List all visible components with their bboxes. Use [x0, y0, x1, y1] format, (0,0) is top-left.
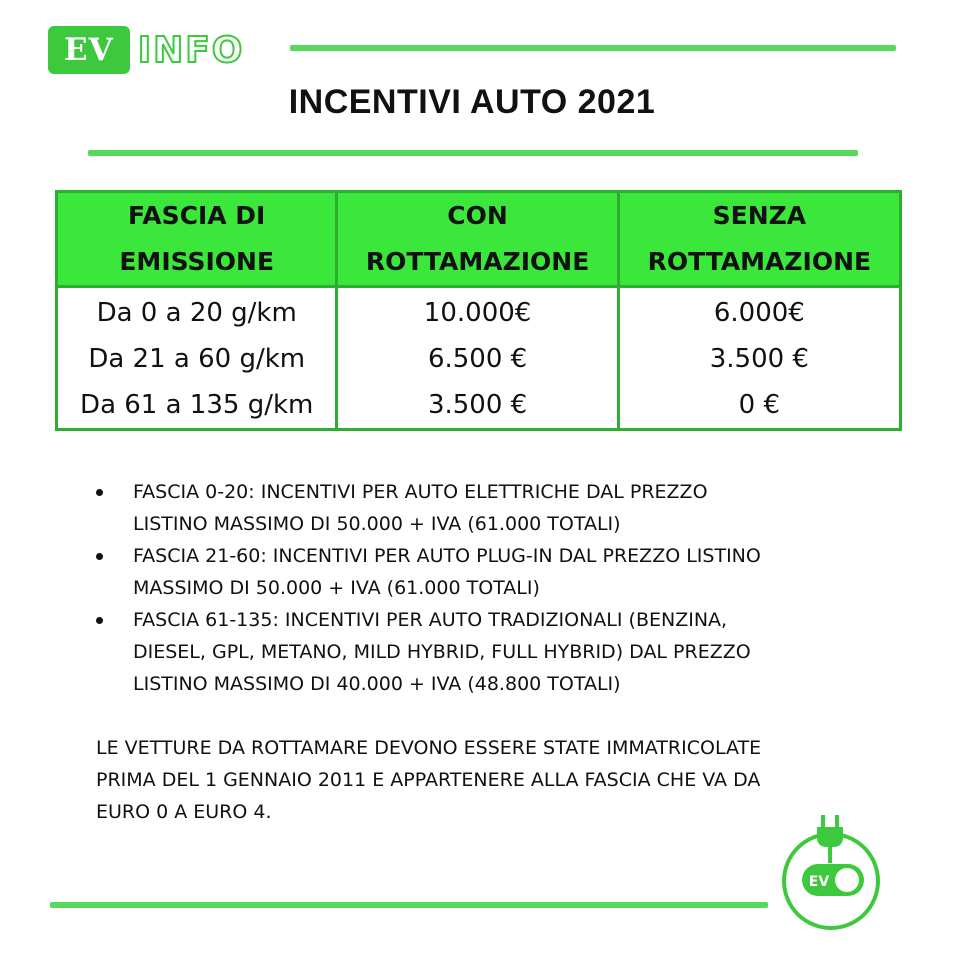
cell-without-scrapping: 0 € [618, 382, 900, 430]
header-line: EMISSIONE [119, 247, 275, 276]
cell-with-scrapping: 3.500 € [337, 382, 618, 430]
header-line: FASCIA DI [128, 201, 266, 230]
cell-emission-band: Da 21 a 60 g/km [57, 336, 337, 382]
incentives-table [55, 190, 902, 431]
toggle-label: EV [808, 874, 830, 890]
ev-info-logo [48, 25, 244, 75]
bottom-divider [50, 902, 768, 908]
toggle-knob [835, 868, 859, 892]
header-line: ROTTAMAZIONE [647, 247, 872, 276]
header-with-scrapping [337, 192, 618, 287]
table-header-row [57, 192, 901, 287]
header-line: ROTTAMAZIONE [365, 247, 590, 276]
table-row [57, 287, 901, 337]
bullet-line: MASSIMO DI 50.000 + IVA (61.000 TOTALI) [133, 577, 540, 599]
header-emission-band [57, 192, 337, 287]
list-item [96, 476, 856, 540]
plug-cable [828, 845, 832, 863]
note-line: LE VETTURE DA ROTTAMARE DEVONO ESSERE STATE IMMATRICOLATE [96, 737, 762, 759]
cell-emission-band: Da 0 a 20 g/km [57, 287, 337, 337]
cell-without-scrapping: 6.000€ [618, 287, 900, 337]
title-underline [88, 150, 858, 156]
bullet-line: FASCIA 0-20: INCENTIVI PER AUTO ELETTRICHE DAL PREZZO [133, 481, 708, 503]
header-line: SENZA [712, 201, 807, 230]
cell-with-scrapping: 10.000€ [337, 287, 618, 337]
cell-without-scrapping: 3.500 € [618, 336, 900, 382]
bullet-line: DIESEL, GPL, METANO, MILD HYBRID, FULL HYBRID) DAL PREZZO [133, 641, 751, 663]
table-row [57, 336, 901, 382]
bullet-line: LISTINO MASSIMO DI 40.000 + IVA (48.800 TOTALI) [133, 673, 621, 695]
cell-emission-band: Da 61 a 135 g/km [57, 382, 337, 430]
ev-plug-badge-icon [778, 815, 884, 933]
list-item [96, 540, 856, 604]
table-row [57, 382, 901, 430]
plug-body [817, 827, 843, 847]
plug-prong-right [835, 815, 839, 827]
note-line: EURO 0 A EURO 4. [96, 801, 272, 823]
bullet-line: LISTINO MASSIMO DI 50.000 + IVA (61.000 TOTALI) [133, 513, 621, 535]
logo-ev-box: EV [48, 26, 130, 74]
plug-prong-left [821, 815, 825, 827]
incentive-bullet-list [96, 476, 856, 700]
logo-info-text: INFO [137, 29, 245, 71]
page-title: INCENTIVI AUTO 2021 [288, 83, 656, 121]
scrapping-requirement-note [96, 732, 876, 828]
list-item [96, 604, 856, 700]
cell-with-scrapping: 6.500 € [337, 336, 618, 382]
top-right-divider [290, 45, 896, 51]
note-line: PRIMA DEL 1 GENNAIO 2011 E APPARTENERE ALLA FASCIA CHE VA DA [96, 769, 761, 791]
header-without-scrapping [618, 192, 900, 287]
header-line: CON [447, 201, 508, 230]
bullet-line: FASCIA 61-135: INCENTIVI PER AUTO TRADIZIONALI (BENZINA, [133, 609, 728, 631]
bullet-dot-icon [96, 617, 103, 624]
bullet-line: FASCIA 21-60: INCENTIVI PER AUTO PLUG-IN DAL PREZZO LISTINO [133, 545, 761, 567]
bullet-dot-icon [96, 553, 103, 560]
bullet-dot-icon [96, 489, 103, 496]
